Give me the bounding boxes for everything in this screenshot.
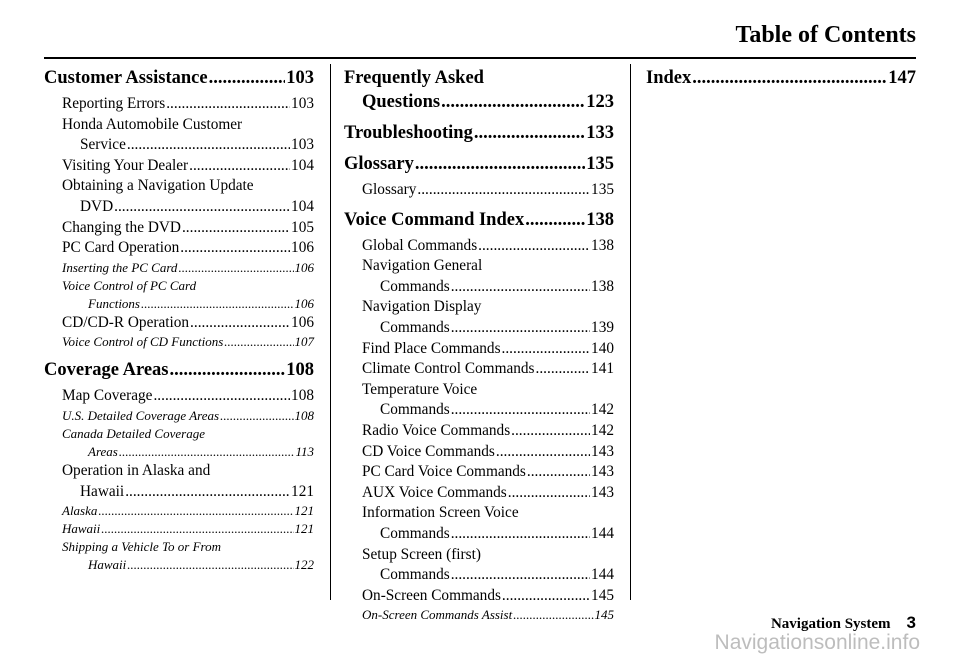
dot-leader (209, 66, 286, 90)
toc-page-number: 135 (591, 181, 614, 198)
toc-page-number: 143 (591, 442, 614, 460)
dot-leader (178, 259, 293, 277)
toc-page-number: 133 (586, 123, 614, 143)
toc-subentry[interactable] (44, 277, 314, 313)
toc-page-number: 121 (294, 503, 314, 519)
toc-entry-text: On-Screen Commands (362, 586, 501, 604)
toc-entry-text: Inserting the PC Card (62, 259, 178, 275)
dot-leader (166, 94, 290, 115)
dot-leader (536, 359, 591, 380)
column-divider (630, 64, 631, 600)
toc-entry-text: Reporting Errors (62, 95, 166, 112)
toc-section[interactable] (44, 358, 314, 382)
toc-entry-text: Information Screen Voice (362, 504, 519, 522)
toc-page-number: 135 (586, 154, 614, 174)
toc-entry-text: Commands (380, 401, 450, 419)
toc-page-number: 108 (291, 387, 314, 405)
dot-leader (224, 333, 293, 351)
toc-page-number: 143 (591, 483, 614, 501)
toc-entry-text: Index (646, 68, 692, 88)
toc-entry-text: Troubleshooting (344, 123, 473, 143)
dot-leader (496, 442, 590, 463)
toc-entry-text: U.S. Detailed Coverage Areas (62, 407, 220, 423)
toc-entry[interactable] (344, 421, 614, 442)
dot-leader (441, 90, 585, 114)
toc-entry[interactable] (344, 545, 614, 586)
toc-section[interactable] (344, 152, 614, 176)
toc-page-number: 123 (586, 92, 614, 112)
dot-leader (502, 586, 590, 607)
dot-leader (182, 218, 290, 239)
toc-entry-text: Glossary (362, 181, 417, 198)
toc-section[interactable] (344, 208, 614, 232)
toc-entry-text: Voice Control of CD Functions (62, 334, 224, 350)
dot-leader (417, 180, 590, 201)
toc-page-number: 142 (591, 401, 614, 419)
dot-leader (127, 556, 293, 574)
toc-page-number: 104 (291, 156, 314, 174)
toc-page-number: 144 (591, 524, 614, 542)
footer-page-number: 3 (906, 613, 916, 632)
dot-leader (415, 152, 585, 176)
toc-subentry[interactable] (44, 425, 314, 461)
toc-page-number: 143 (591, 463, 614, 481)
toc-entry-text: Navigation General (362, 257, 483, 275)
toc-entry-text: Areas (88, 443, 118, 459)
toc-entry-text: CD Voice Commands (362, 442, 495, 460)
toc-page-number: 106 (294, 295, 314, 311)
dot-leader (508, 483, 590, 504)
toc-entry-text: PC Card Voice Commands (362, 463, 526, 481)
toc-entry-text: Obtaining a Navigation Update (62, 177, 254, 195)
toc-entry-text: Service (80, 136, 126, 154)
toc-page-number: 122 (294, 557, 314, 573)
dot-leader (451, 400, 590, 421)
dot-leader (502, 339, 591, 360)
toc-entry-text: Customer Assistance (44, 68, 208, 88)
footer-system-name: Navigation System (770, 616, 891, 632)
toc-page-number: 141 (591, 360, 614, 378)
dot-leader (525, 208, 585, 232)
dot-leader (692, 66, 887, 90)
toc-entry[interactable] (344, 297, 614, 338)
toc-page-number: 142 (591, 421, 614, 439)
toc-entry-text: Voice Command Index (344, 209, 525, 230)
toc-entry-text: Glossary (344, 154, 414, 174)
column-divider (330, 64, 331, 600)
toc-page-number: 139 (591, 318, 614, 336)
toc-entry-text: DVD (80, 197, 114, 215)
watermark: Navigationsonline.info (714, 631, 920, 654)
toc-entry[interactable] (344, 236, 614, 257)
dot-leader (451, 565, 590, 586)
dot-leader (190, 313, 290, 334)
toc-page-number: 104 (291, 197, 314, 215)
toc-entry-text: Functions (88, 295, 140, 311)
toc-entry-text: Hawaii (88, 557, 127, 573)
toc-column-3 (646, 66, 916, 94)
toc-entry[interactable] (44, 156, 314, 177)
dot-leader (141, 295, 294, 313)
toc-entry-text: On-Screen Commands Assist (362, 607, 513, 623)
toc-page-number: 145 (591, 586, 614, 604)
toc-entry-text: Commands (380, 277, 450, 295)
toc-entry-text: PC Card Operation (62, 239, 180, 257)
toc-entry[interactable] (44, 461, 314, 502)
dot-leader (478, 236, 590, 257)
toc-entry-text: Changing the DVD (62, 218, 181, 236)
dot-leader (189, 156, 290, 177)
toc-entry-text: Map Coverage (62, 387, 153, 405)
toc-entry-text: Shipping a Vehicle To or From (62, 539, 222, 555)
dot-leader (474, 121, 585, 145)
dot-leader (451, 524, 590, 545)
toc-page-number: 138 (591, 277, 614, 295)
toc-page-number: 105 (291, 218, 314, 236)
toc-entry-text: Frequently Asked (344, 68, 484, 88)
toc-page-number: 121 (294, 521, 314, 537)
toc-entry-text: Commands (380, 524, 450, 542)
toc-entry[interactable] (344, 256, 614, 297)
toc-page-number: 108 (286, 360, 314, 381)
toc-entry[interactable] (344, 462, 614, 483)
toc-section[interactable] (344, 121, 614, 145)
toc-page-number: 103 (291, 136, 314, 154)
toc-entry-text: Honda Automobile Customer (62, 115, 243, 133)
toc-page-number: 106 (291, 239, 314, 257)
toc-entry-text: AUX Voice Commands (362, 483, 507, 501)
dot-leader (513, 606, 593, 624)
toc-entry-text: Hawaii (80, 482, 125, 500)
page-title: Table of Contents (735, 22, 916, 48)
toc-section[interactable] (646, 66, 916, 90)
toc-subentry[interactable] (44, 502, 314, 520)
toc-entry-text: Setup Screen (first) (362, 545, 481, 563)
toc-entry[interactable] (44, 238, 314, 259)
title-divider (44, 57, 916, 59)
dot-leader (527, 462, 590, 483)
toc-entry-text: Find Place Commands (362, 339, 501, 357)
toc-entry-text: Global Commands (362, 236, 478, 254)
dot-leader (127, 135, 290, 156)
dot-leader (220, 407, 293, 425)
toc-subentry[interactable] (44, 538, 314, 574)
toc-entry-text: Operation in Alaska and (62, 461, 211, 479)
toc-entry-text: Canada Detailed Coverage (62, 425, 205, 441)
toc-entry[interactable] (344, 359, 614, 380)
toc-entry-text: Questions (362, 92, 441, 112)
toc-page-number: 138 (586, 209, 614, 230)
toc-entry-text: CD/CD-R Operation (62, 313, 190, 331)
toc-entry-text: Coverage Areas (44, 360, 169, 381)
toc-page-number: 140 (591, 339, 614, 357)
toc-entry[interactable] (44, 176, 314, 217)
toc-entry-text: Radio Voice Commands (362, 421, 511, 439)
toc-entry-text: Voice Control of PC Card (62, 277, 197, 293)
toc-page-number: 121 (291, 482, 314, 500)
toc-entry[interactable] (344, 339, 614, 360)
toc-page-number: 106 (294, 259, 314, 275)
dot-leader (153, 386, 290, 407)
toc-entry[interactable] (44, 386, 314, 407)
toc-column-2 (344, 66, 614, 624)
toc-entry-text: Commands (380, 566, 450, 584)
toc-page-number: 138 (591, 236, 614, 254)
toc-subentry[interactable] (44, 520, 314, 538)
toc-page-number: 144 (591, 566, 614, 584)
toc-entry[interactable] (44, 313, 314, 334)
toc-entry-text: Alaska (62, 503, 98, 519)
toc-entry[interactable] (44, 218, 314, 239)
toc-page-number: 106 (291, 313, 314, 331)
toc-page-number: 103 (291, 95, 314, 112)
toc-entry-text: Commands (380, 318, 450, 336)
toc-entry[interactable] (44, 94, 314, 115)
toc-entry[interactable] (344, 380, 614, 421)
dot-leader (180, 238, 290, 259)
dot-leader (98, 502, 293, 520)
toc-page-number: 107 (294, 334, 314, 350)
dot-leader (451, 277, 590, 298)
toc-subentry[interactable] (44, 407, 314, 425)
toc-section[interactable] (344, 66, 614, 114)
dot-leader (119, 443, 295, 461)
toc-page-number: 145 (594, 607, 614, 623)
toc-entry[interactable] (344, 586, 614, 607)
toc-entry-text: Visiting Your Dealer (62, 156, 189, 174)
page-footer (771, 613, 916, 633)
toc-subentry[interactable] (44, 259, 314, 277)
toc-page-number: 108 (294, 407, 314, 423)
dot-leader (451, 318, 590, 339)
toc-entry-text: Navigation Display (362, 298, 482, 316)
toc-entry[interactable] (344, 503, 614, 544)
toc-page-number: 103 (286, 68, 314, 88)
toc-section[interactable] (44, 66, 314, 90)
toc-entry[interactable] (44, 115, 314, 156)
dot-leader (125, 482, 290, 503)
toc-subentry[interactable] (44, 333, 314, 351)
dot-leader (101, 520, 293, 538)
toc-column-1 (44, 66, 314, 574)
toc-subentry[interactable] (344, 606, 614, 624)
toc-entry[interactable] (344, 442, 614, 463)
toc-entry-text: Climate Control Commands (362, 360, 535, 378)
toc-entry[interactable] (344, 483, 614, 504)
toc-page-number: 147 (888, 68, 916, 88)
dot-leader (114, 197, 290, 218)
toc-entry-text: Hawaii (62, 521, 101, 537)
toc-page-number: 113 (295, 443, 314, 459)
toc-entry[interactable] (344, 180, 614, 201)
dot-leader (511, 421, 590, 442)
toc-entry-text: Temperature Voice (362, 380, 478, 398)
dot-leader (170, 358, 286, 382)
